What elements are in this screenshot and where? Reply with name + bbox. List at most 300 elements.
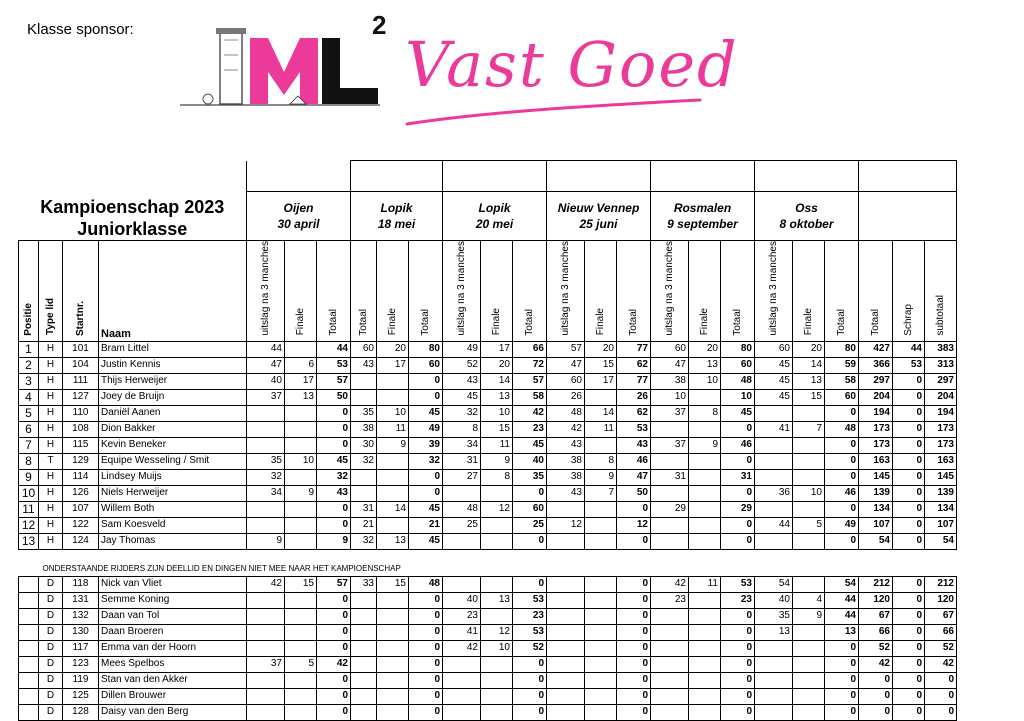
cell-score: 45: [721, 405, 755, 421]
cell-startnr: 115: [63, 437, 99, 453]
cell-naam: Joey de Bruijn: [99, 389, 247, 405]
cell-score: [285, 341, 317, 357]
cell-score: [247, 688, 285, 704]
cell-score: 0: [513, 576, 547, 592]
cell-score: 12: [547, 517, 585, 533]
cell-score: [755, 501, 793, 517]
cell-score: [247, 405, 285, 421]
cell-score: 8: [481, 469, 513, 485]
header-finale: Finale: [793, 241, 825, 342]
cell-score: 57: [513, 373, 547, 389]
cell-score: 0: [617, 624, 651, 640]
cell-score: [351, 592, 377, 608]
cell-score: 27: [443, 469, 481, 485]
cell-score: 12: [617, 517, 651, 533]
logo-superscript: 2: [372, 10, 387, 40]
cell-score: [585, 501, 617, 517]
cell-score: 0: [617, 533, 651, 549]
cell-score: 11: [689, 576, 721, 592]
cell-score: 35: [351, 405, 377, 421]
cell-positie: [19, 624, 39, 640]
header-totaal: Totaal: [721, 241, 755, 342]
cell-score: 29: [721, 501, 755, 517]
cell-score: 366: [859, 357, 893, 373]
cell-score: 40: [443, 592, 481, 608]
cell-score: 0: [317, 517, 351, 533]
cell-score: [689, 389, 721, 405]
cell-score: 0: [617, 592, 651, 608]
cell-score: [481, 533, 513, 549]
cell-score: 0: [317, 501, 351, 517]
cell-score: [793, 640, 825, 656]
cell-startnr: 129: [63, 453, 99, 469]
header-totaal: Totaal: [351, 241, 377, 342]
cell-score: 43: [443, 373, 481, 389]
cell-score: 173: [859, 437, 893, 453]
cell-score: [351, 672, 377, 688]
cell-score: [689, 501, 721, 517]
cell-type: H: [39, 485, 63, 501]
cell-startnr: 128: [63, 704, 99, 720]
cell-score: 31: [351, 501, 377, 517]
cell-score: 0: [893, 453, 925, 469]
cell-score: 145: [859, 469, 893, 485]
cell-score: 66: [513, 341, 547, 357]
cell-score: [443, 704, 481, 720]
cell-naam: Willem Both: [99, 501, 247, 517]
header-uitslag: uitslag na 3 manches: [247, 241, 285, 342]
cell-score: 0: [409, 389, 443, 405]
cell-score: 11: [585, 421, 617, 437]
cell-score: 0: [825, 704, 859, 720]
cell-positie: [19, 592, 39, 608]
cell-score: 11: [481, 437, 513, 453]
cell-score: 43: [617, 437, 651, 453]
cell-score: [351, 656, 377, 672]
cell-score: [481, 608, 513, 624]
cell-type: D: [39, 656, 63, 672]
cell-score: 60: [351, 341, 377, 357]
cell-score: 42: [317, 656, 351, 672]
cell-score: [481, 485, 513, 501]
cell-type: D: [39, 640, 63, 656]
cell-score: [651, 517, 689, 533]
cell-score: 45: [755, 357, 793, 373]
cell-score: 20: [793, 341, 825, 357]
cell-startnr: 122: [63, 517, 99, 533]
cell-startnr: 111: [63, 373, 99, 389]
cell-score: 13: [481, 592, 513, 608]
cell-naam: Sam Koesveld: [99, 517, 247, 533]
cell-score: 8: [585, 453, 617, 469]
cell-score: 43: [351, 357, 377, 373]
cell-score: 0: [409, 656, 443, 672]
table-row: [19, 640, 957, 656]
cell-score: [651, 453, 689, 469]
cell-score: 32: [409, 453, 443, 469]
cell-startnr: 124: [63, 533, 99, 549]
cell-startnr: 114: [63, 469, 99, 485]
cell-score: 15: [377, 576, 409, 592]
cell-score: 297: [859, 373, 893, 389]
cell-type: H: [39, 421, 63, 437]
cell-score: 0: [893, 485, 925, 501]
cell-score: 0: [893, 704, 925, 720]
cell-score: [585, 437, 617, 453]
cell-score: 47: [651, 357, 689, 373]
cell-score: 0: [893, 405, 925, 421]
cell-score: [651, 672, 689, 688]
cell-score: 60: [409, 357, 443, 373]
cell-type: H: [39, 389, 63, 405]
cell-positie: [19, 640, 39, 656]
cell-score: 32: [351, 533, 377, 549]
cell-score: [285, 624, 317, 640]
cell-score: 0: [893, 656, 925, 672]
cell-score: 0: [513, 704, 547, 720]
cell-score: [689, 469, 721, 485]
cell-score: 0: [409, 672, 443, 688]
cell-startnr: 104: [63, 357, 99, 373]
cell-score: 49: [825, 517, 859, 533]
cell-score: 0: [721, 517, 755, 533]
cell-score: [285, 640, 317, 656]
cell-score: 0: [893, 608, 925, 624]
cell-startnr: 131: [63, 592, 99, 608]
cell-score: 15: [585, 357, 617, 373]
header-finale: Finale: [689, 241, 721, 342]
cell-score: 31: [443, 453, 481, 469]
cell-score: 60: [721, 357, 755, 373]
cell-score: 0: [317, 688, 351, 704]
cell-score: 32: [247, 469, 285, 485]
cell-score: 6: [285, 357, 317, 373]
cell-score: 60: [513, 501, 547, 517]
cell-score: 0: [893, 672, 925, 688]
cell-score: [285, 517, 317, 533]
cell-score: 0: [825, 533, 859, 549]
cell-score: 0: [617, 656, 651, 672]
cell-naam: Lindsey Muijs: [99, 469, 247, 485]
cell-startnr: 127: [63, 389, 99, 405]
cell-score: [247, 608, 285, 624]
cell-score: 23: [721, 592, 755, 608]
cell-naam: Semme Koning: [99, 592, 247, 608]
cell-positie: [19, 688, 39, 704]
cell-score: [247, 592, 285, 608]
cell-score: [689, 421, 721, 437]
header-grand-totaal: Totaal: [859, 241, 893, 342]
cell-naam: Equipe Wesseling / Smit: [99, 453, 247, 469]
cell-score: 9: [285, 485, 317, 501]
cell-score: [351, 373, 377, 389]
cell-score: 45: [409, 405, 443, 421]
cell-score: 0: [721, 688, 755, 704]
cell-score: 0: [317, 592, 351, 608]
cell-score: [585, 576, 617, 592]
cell-score: 15: [481, 421, 513, 437]
cell-score: 13: [755, 624, 793, 640]
cell-score: 44: [317, 341, 351, 357]
table-row: [19, 341, 957, 357]
cell-score: 42: [513, 405, 547, 421]
cell-score: [755, 453, 793, 469]
cell-score: [443, 672, 481, 688]
cell-score: 0: [893, 421, 925, 437]
cell-score: 15: [285, 576, 317, 592]
table-row: [19, 373, 957, 389]
cell-score: 10: [689, 373, 721, 389]
cell-score: 48: [409, 576, 443, 592]
cell-score: 120: [925, 592, 957, 608]
cell-score: [755, 437, 793, 453]
cell-score: 0: [721, 704, 755, 720]
cell-score: 20: [585, 341, 617, 357]
cell-positie: 12: [19, 517, 39, 533]
header-totaal: Totaal: [825, 241, 859, 342]
cell-startnr: 132: [63, 608, 99, 624]
cell-score: 0: [893, 437, 925, 453]
cell-score: [793, 704, 825, 720]
cell-score: [443, 688, 481, 704]
cell-score: [793, 656, 825, 672]
cell-score: 212: [925, 576, 957, 592]
cell-naam: Dillen Brouwer: [99, 688, 247, 704]
cell-score: 0: [409, 640, 443, 656]
cell-score: [547, 688, 585, 704]
cell-score: [585, 672, 617, 688]
cell-naam: Daisy van den Berg: [99, 704, 247, 720]
cell-score: [585, 624, 617, 640]
cell-score: 46: [825, 485, 859, 501]
cell-score: 53: [893, 357, 925, 373]
cell-score: 32: [443, 405, 481, 421]
cell-type: H: [39, 533, 63, 549]
table-row: [19, 437, 957, 453]
cell-score: 0: [409, 624, 443, 640]
cell-score: [247, 672, 285, 688]
cell-score: 0: [859, 672, 893, 688]
cell-score: [443, 485, 481, 501]
cell-score: 58: [825, 373, 859, 389]
cell-score: 10: [377, 405, 409, 421]
cell-score: 0: [317, 672, 351, 688]
cell-score: 313: [925, 357, 957, 373]
cell-score: [285, 672, 317, 688]
table-row: [19, 453, 957, 469]
cell-type: D: [39, 624, 63, 640]
cell-score: 0: [925, 704, 957, 720]
cell-naam: Thijs Herweijer: [99, 373, 247, 389]
cell-score: [651, 656, 689, 672]
cell-score: [247, 704, 285, 720]
cell-score: 0: [721, 640, 755, 656]
cell-score: [285, 592, 317, 608]
cell-score: 383: [925, 341, 957, 357]
cell-score: [285, 469, 317, 485]
cell-score: 34: [247, 485, 285, 501]
cell-score: [793, 624, 825, 640]
cell-score: [793, 672, 825, 688]
cell-score: 0: [859, 704, 893, 720]
cell-score: 67: [925, 608, 957, 624]
cell-score: 107: [859, 517, 893, 533]
championship-title: Kampioenschap 2023 Juniorklasse: [19, 192, 247, 241]
cell-score: 5: [285, 656, 317, 672]
cell-score: 9: [317, 533, 351, 549]
cell-naam: Daan van Tol: [99, 608, 247, 624]
cell-score: 45: [409, 533, 443, 549]
table-row: [19, 501, 957, 517]
cell-score: [285, 421, 317, 437]
cell-score: 0: [317, 640, 351, 656]
cell-score: 54: [859, 533, 893, 549]
cell-score: 60: [755, 341, 793, 357]
cell-score: 13: [285, 389, 317, 405]
cell-score: 0: [409, 469, 443, 485]
cell-score: [793, 437, 825, 453]
cell-startnr: 101: [63, 341, 99, 357]
cell-positie: [19, 672, 39, 688]
cell-score: [547, 640, 585, 656]
cell-type: H: [39, 341, 63, 357]
cell-score: [689, 656, 721, 672]
cell-score: 30: [351, 437, 377, 453]
cell-score: 14: [585, 405, 617, 421]
cell-score: 39: [409, 437, 443, 453]
cell-positie: [19, 608, 39, 624]
cell-score: 54: [755, 576, 793, 592]
event-header: Oss 8 oktober: [755, 192, 859, 241]
cell-score: 0: [893, 640, 925, 656]
cell-score: 0: [825, 640, 859, 656]
cell-score: [247, 421, 285, 437]
cell-score: [547, 704, 585, 720]
logo-brand-text: Vast Goed: [405, 28, 739, 101]
cell-score: [651, 640, 689, 656]
table-row: [19, 656, 957, 672]
cell-score: [285, 501, 317, 517]
cell-score: 31: [651, 469, 689, 485]
cell-score: [793, 688, 825, 704]
cell-score: 0: [825, 501, 859, 517]
cell-startnr: 126: [63, 485, 99, 501]
cell-startnr: 107: [63, 501, 99, 517]
cell-score: 0: [825, 437, 859, 453]
cell-score: 60: [547, 373, 585, 389]
cell-score: 54: [825, 576, 859, 592]
cell-score: 62: [617, 405, 651, 421]
cell-score: 49: [409, 421, 443, 437]
cell-score: 0: [409, 704, 443, 720]
sponsor-label: Klasse sponsor:: [27, 21, 134, 38]
cell-positie: 8: [19, 453, 39, 469]
cell-score: [689, 672, 721, 688]
cell-positie: 11: [19, 501, 39, 517]
cell-score: [351, 624, 377, 640]
cell-score: 25: [513, 517, 547, 533]
cell-score: 40: [247, 373, 285, 389]
cell-score: [689, 485, 721, 501]
cell-score: 38: [651, 373, 689, 389]
cell-score: 13: [377, 533, 409, 549]
cell-score: [793, 576, 825, 592]
cell-score: 12: [481, 624, 513, 640]
cell-startnr: 125: [63, 688, 99, 704]
cell-score: 48: [825, 421, 859, 437]
cell-score: 48: [443, 501, 481, 517]
cell-score: [547, 624, 585, 640]
cell-score: 297: [925, 373, 957, 389]
cell-score: [285, 405, 317, 421]
cell-score: 44: [825, 608, 859, 624]
cell-score: 80: [721, 341, 755, 357]
cell-score: [377, 517, 409, 533]
cell-score: 0: [317, 624, 351, 640]
deellid-note: ONDERSTAANDE RIJDERS ZIJN DEELLID EN DINGEN NIET MEE NAAR HET KAMPIOENSCHAP: [42, 563, 401, 573]
sponsor-logo: [180, 10, 400, 120]
cell-positie: 13: [19, 533, 39, 549]
cell-score: [689, 453, 721, 469]
cell-score: 0: [893, 576, 925, 592]
cell-score: 0: [317, 421, 351, 437]
cell-naam: Jay Thomas: [99, 533, 247, 549]
event-header: Oijen 30 april: [247, 192, 351, 241]
cell-score: 35: [755, 608, 793, 624]
cell-score: 0: [317, 405, 351, 421]
cell-score: 9: [793, 608, 825, 624]
cell-positie: 6: [19, 421, 39, 437]
cell-score: [285, 688, 317, 704]
cell-score: [689, 640, 721, 656]
table-row: [19, 704, 957, 720]
cell-score: [755, 704, 793, 720]
event-header: Lopik 20 mei: [443, 192, 547, 241]
cell-score: [377, 373, 409, 389]
cell-score: 35: [247, 453, 285, 469]
cell-score: 0: [721, 421, 755, 437]
cell-score: 0: [925, 688, 957, 704]
cell-positie: 9: [19, 469, 39, 485]
cell-score: 13: [825, 624, 859, 640]
cell-naam: Bram Littel: [99, 341, 247, 357]
header-uitslag: uitslag na 3 manches: [755, 241, 793, 342]
cell-score: 43: [547, 437, 585, 453]
cell-score: [793, 453, 825, 469]
cell-score: [377, 389, 409, 405]
cell-score: [377, 592, 409, 608]
cell-score: [547, 656, 585, 672]
cell-score: 4: [793, 592, 825, 608]
cell-score: 9: [585, 469, 617, 485]
cell-score: 53: [317, 357, 351, 373]
cell-score: 20: [377, 341, 409, 357]
cell-score: 33: [351, 576, 377, 592]
cell-score: 21: [351, 517, 377, 533]
cell-score: [585, 656, 617, 672]
cell-score: 0: [721, 485, 755, 501]
cell-score: 26: [617, 389, 651, 405]
cell-score: [689, 517, 721, 533]
cell-score: [689, 624, 721, 640]
cell-score: [651, 624, 689, 640]
cell-score: [351, 608, 377, 624]
event-header: Nieuw Vennep 25 juni: [547, 192, 651, 241]
cell-score: 45: [317, 453, 351, 469]
cell-score: 37: [247, 656, 285, 672]
header-naam: Naam: [99, 241, 247, 342]
table-row: [19, 608, 957, 624]
